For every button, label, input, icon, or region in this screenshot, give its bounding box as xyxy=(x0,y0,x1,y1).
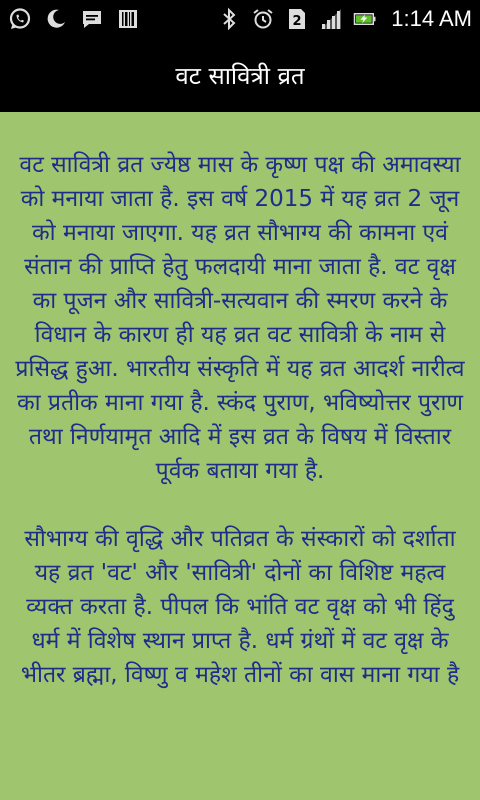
message-icon xyxy=(80,7,104,31)
whatsapp-icon xyxy=(8,7,32,31)
signal-icon xyxy=(319,7,343,31)
bluetooth-icon xyxy=(217,7,241,31)
notification-icons xyxy=(8,7,140,31)
moon-icon xyxy=(44,7,68,31)
sim-2-icon xyxy=(285,7,309,31)
sim-label: 2 xyxy=(292,14,302,29)
barcode-icon xyxy=(116,7,140,31)
clock: 1:14 AM xyxy=(391,6,472,31)
article-paragraph: वट सावित्री व्रत ज्येष्ठ मास के कृष्ण पक्ष की अमावस्या को मनाया जाता है. इस वर्ष 2015 में यह व्रत 2 जून को मनाया जाएगा. यह व्रत सौभाग्य की कामना एवं संतान की प्राप्ति हेतु फलदायी माना जाता है. वट वृक्ष का पूजन और सावित्री-सत्यवान की स्मरण करने के विधान के कारण ही यह व्रत वट सावित्री के नाम से प्रसिद्ध हुआ. भारतीय संस्कृति में यह व्रत आदर्श नारीत्व का प्रतीक माना गया है. स्कंद पुराण, भविष्योत्तर पुराण तथा निर्णयामृत आदि में इस व्रत के विषय में विस्तार पूर्वक बताया गया है. xyxy=(15,152,465,484)
page-title: वट सावित्री व्रत xyxy=(175,61,305,90)
action-bar xyxy=(0,38,480,112)
system-icons xyxy=(217,6,472,32)
article-paragraph: सौभाग्य की वृद्धि और पतिव्रत के संस्कारों को दर्शाता यह व्रत 'वट' और 'सावित्री' दोनों का विशिष्ट महत्व व्यक्त करता है. पीपल कि भांति वट वृक्ष को भी हिंदु धर्म में विशेष स्थान प्राप्त है. धर्म ग्रंथों में वट वृक्ष के भीतर ब्रह्मा, विष्णु व महेश तीनों का वास माना गया है xyxy=(20,526,460,688)
alarm-icon xyxy=(251,7,275,31)
article-body[interactable] xyxy=(0,148,480,692)
battery-charging-icon xyxy=(353,7,377,31)
status-bar xyxy=(0,0,480,38)
